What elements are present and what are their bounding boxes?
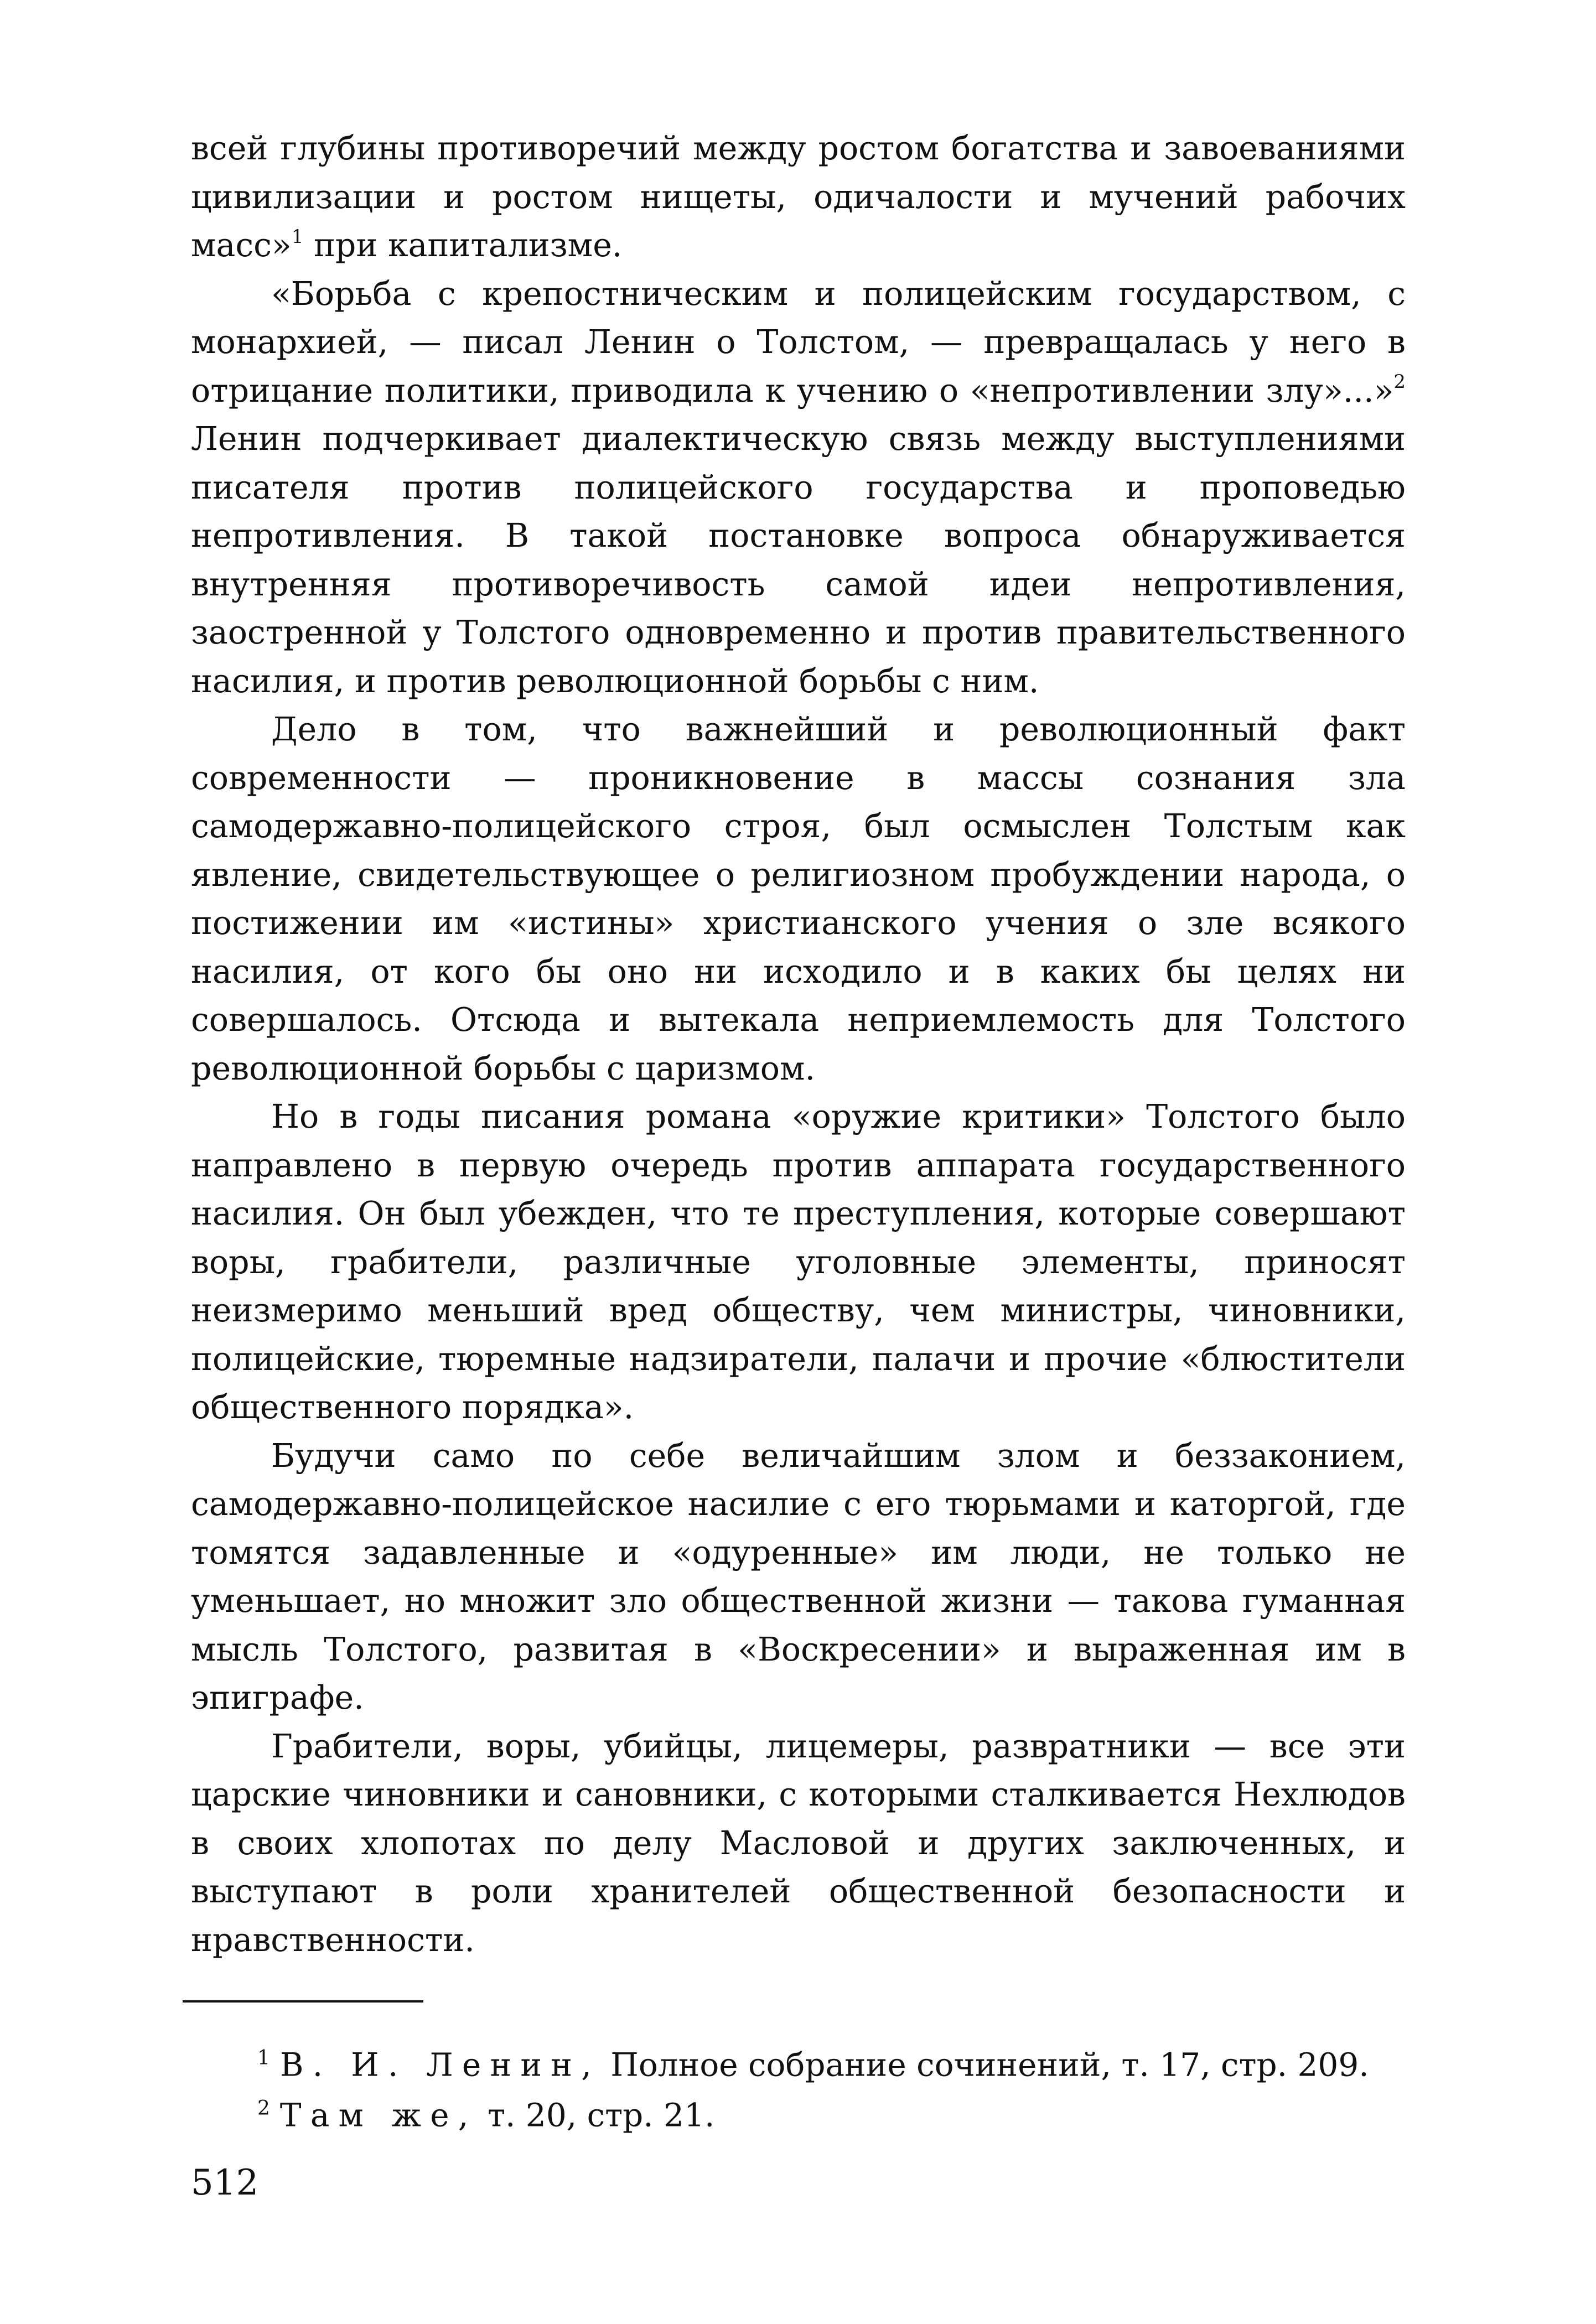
footnote-1-text: Полное собрание сочинений, т. 17, стр. 209. <box>600 2046 1369 2084</box>
page-number: 512 <box>191 2162 259 2203</box>
footnote-2-text: т. 20, стр. 21. <box>477 2096 715 2134</box>
footnote-2-number: 2 <box>257 2097 270 2120</box>
paragraph-4-text: Но в годы писания романа «оружие критики» Толстого было направлено в первую очередь против аппарата государственного насилия. Он был убежден, что те преступления, которые совершают воры, грабители, различные уголовные элементы, приносят неизмеримо меньший вред обществу, чем министры, чиновники, полицейские, тюремные надзиратели, палачи и прочие «блюстители общественного порядка». <box>191 1098 1406 1426</box>
paragraph-6-text: Грабители, воры, убийцы, лицемеры, развратники — все эти царские чиновники и сановники, с которыми сталкивается Нехлюдов в своих хлопотах по делу Масловой и других заключенных, и выступают в роли хранителей общественной безопасности и нравственности. <box>191 1727 1406 1959</box>
paragraph-1-text: всей глубины противоречий между ростом богатства и завоеваниями цивилизации и ростом нищеты, одичалости и мучений рабочих масс» <box>191 129 1406 264</box>
footnote-ref-1: 1 <box>291 225 304 248</box>
footnote-1-author: В. И. Ленин, <box>279 2046 600 2084</box>
footnotes <box>257 2036 1419 2138</box>
paragraph-4 <box>191 1093 1406 1432</box>
footnote-1-number: 1 <box>257 2047 270 2069</box>
paragraph-6 <box>191 1723 1406 1965</box>
footnote-2 <box>257 2087 1419 2137</box>
paragraph-3 <box>191 706 1406 1093</box>
paragraph-2 <box>191 270 1406 706</box>
page-body <box>191 124 1406 1964</box>
paragraph-5 <box>191 1432 1406 1723</box>
footnote-2-author: Там же, <box>279 2096 478 2134</box>
paragraph-1-tail: при капитализме. <box>303 226 623 264</box>
paragraph-5-text: Будучи само по себе величайшим злом и беззаконием, самодержавно-полицейское насилие с его тюрьмами и каторгой, где томятся задавленные и «одуренные» им люди, не только не уменьшает, но множит зло общественной жизни — такова гуманная мысль Толстого, развитая в «Воскресении» и выраженная им в эпиграфе. <box>191 1436 1406 1716</box>
paragraph-2-tail: Ленин подчеркивает диалектическую связь между выступлениями писателя против полицейского государства и проповедью непротивления. В такой постановке вопроса обнаруживается внутренняя противоречивость самой идеи непротивления, заостренной у Толстого одновременно и против правительственного насилия, и против революционной борьбы с ним. <box>191 420 1406 700</box>
paragraph-1 <box>191 124 1406 270</box>
footnote-divider <box>183 2000 423 2003</box>
paragraph-2-text: «Борьба с крепостническим и полицейским государством, с монархией, — писал Ленин о Толстом, — превращалась у него в отрицание политики, приводила к учению о «непротивлении злу»...» <box>191 274 1406 409</box>
footnote-1 <box>257 2036 1419 2087</box>
paragraph-3-text: Дело в том, что важнейший и революционный факт современности — проникновение в массы сознания зла самодержавно-полицейского строя, был осмыслен Толстым как явление, свидетельствующее о религиозном пробуждении народа, о постижении им «истины» христианского учения о зле всякого насилия, от кого бы оно ни исходило и в каких бы целях ни совершалось. Отсюда и вытекала неприемлемость для Толстого революционной борьбы с царизмом. <box>191 710 1406 1087</box>
footnote-ref-2: 2 <box>1393 371 1406 393</box>
